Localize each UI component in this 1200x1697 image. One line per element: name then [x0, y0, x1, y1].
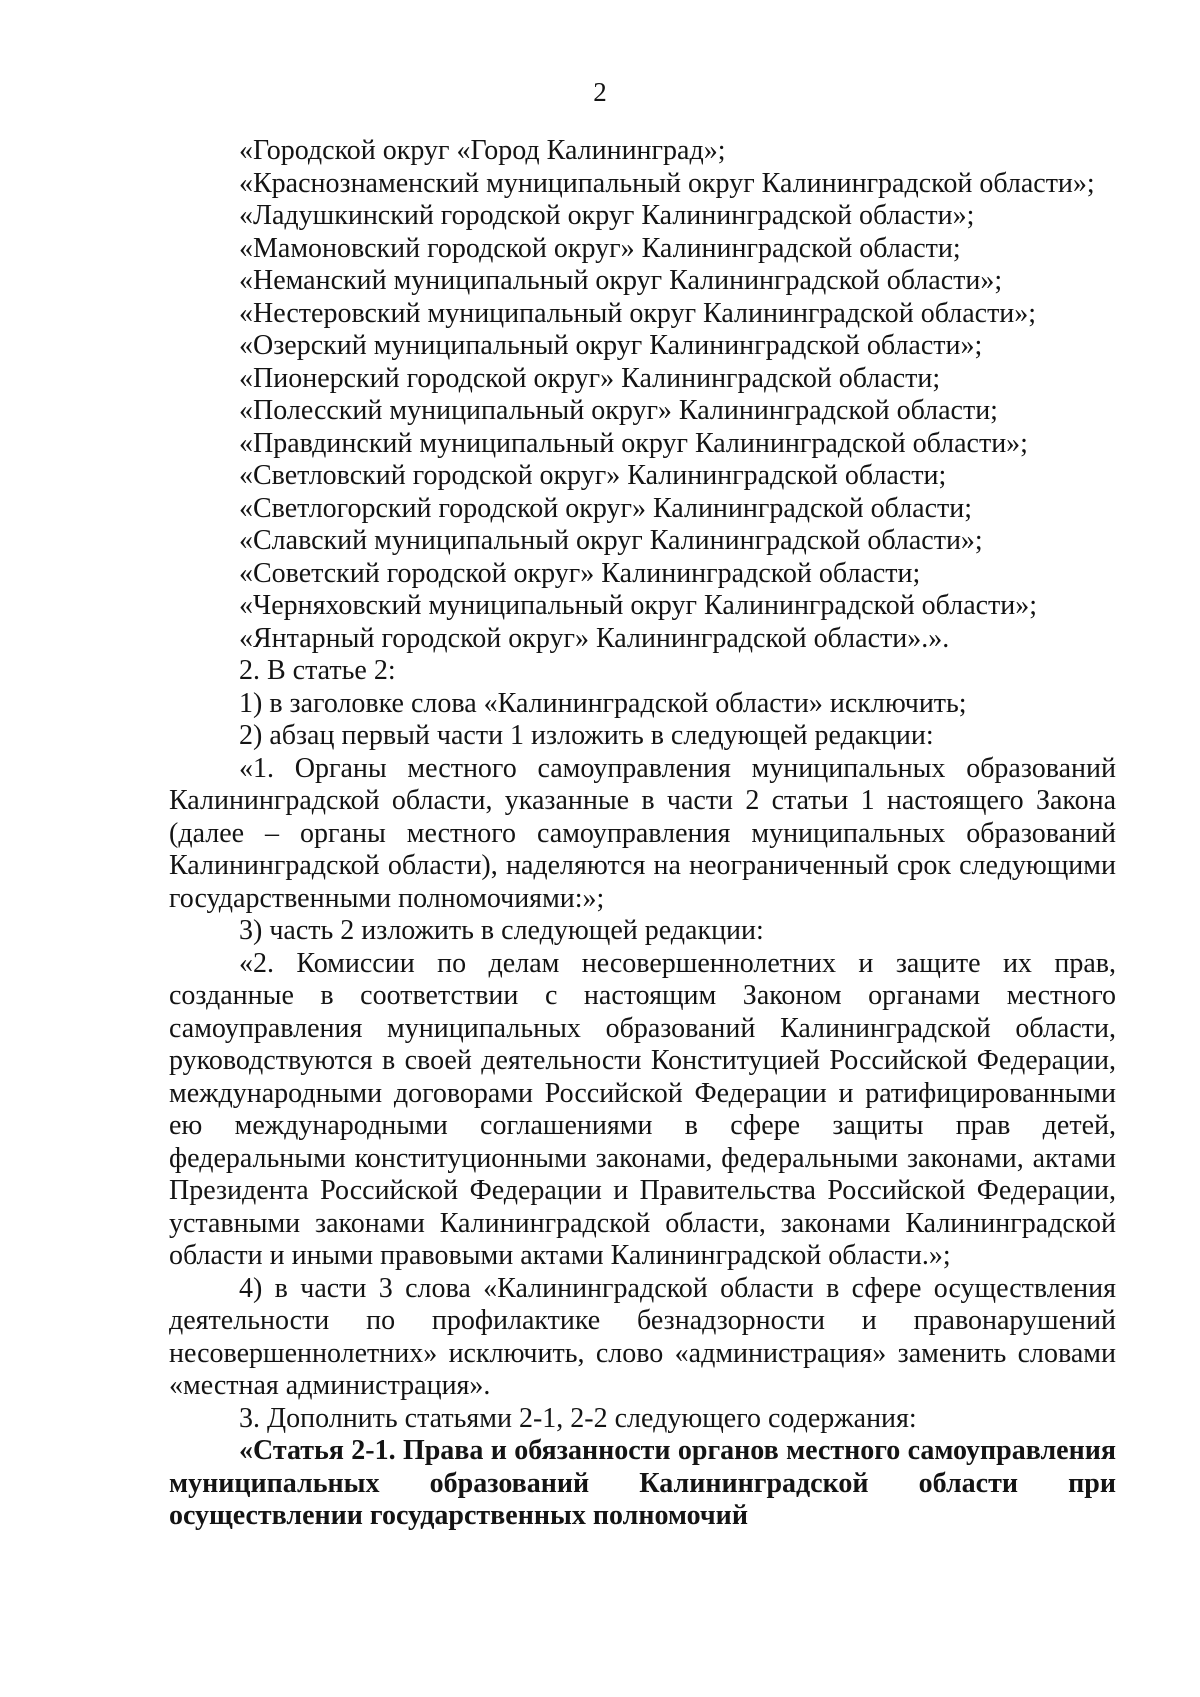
- list-item: «Мамоновский городской округ» Калининградской области;: [239, 232, 961, 264]
- article2-item-2: 2) абзац первый части 1 изложить в следующей редакции:: [239, 720, 934, 751]
- list-item: «Краснознаменский муниципальный округ Калининградской области»;: [239, 167, 1095, 199]
- list-item: «Славский муниципальный округ Калининградской области»;: [239, 525, 983, 556]
- list-item: «Ладушкинский городской округ Калининградской области»;: [239, 200, 975, 231]
- list-item: «Озерский муниципальный округ Калининградской области»;: [239, 330, 983, 361]
- list-item: «Правдинский муниципальный округ Калининградской области»;: [239, 427, 1028, 459]
- article2-item-4: 4) в части 3 слова «Калининградской области в сфере осуществления деятельности по профилактике безнадзорности и правонарушений несовершеннолетних» исключить, слово «администрация» заменить словами «местная администрация».: [169, 1272, 1116, 1401]
- document-body: [169, 135, 1116, 1533]
- article3-heading: 3. Дополнить статьями 2-1, 2-2 следующего содержания:: [239, 1402, 917, 1434]
- article-2-1-title: «Статья 2-1. Права и обязанности органов местного самоуправления муниципальных образований Калининградской области при осуществлении государственных полномочий: [169, 1435, 1116, 1531]
- list-item: «Светловский городской округ» Калининградской области;: [239, 460, 947, 491]
- list-item: «Неманский муниципальный округ Калининградской области»;: [239, 265, 1003, 296]
- list-item: «Светлогорский городской округ» Калининградской области;: [239, 492, 973, 524]
- list-item: «Черняховский муниципальный округ Калининградской области»;: [239, 590, 1038, 621]
- page-number: 2: [593, 77, 607, 107]
- article2-quote-1: «1. Органы местного самоуправления муниципальных образований Калининградской области, указанные в части 2 статьи 1 настоящего Закона (далее – органы местного самоуправления муниципальных образований Калининградской области), наделяются на неограниченный срок следующими государственными полномочиями:»;: [169, 752, 1116, 914]
- article2-quote-2: «2. Комиссии по делам несовершеннолетних и защите их прав, созданные в соответствии с настоящим Законом органами местного самоуправления муниципальных образований Калининградской области, руководствуются в своей деятельности Конституцией Российской Федерации, международными договорами Российской Федерации и ратифицированными ею международными соглашениями в сфере защиты прав детей, федеральными конституционными законами, федеральными законами, актами Президента Российской Федерации и Правительства Российской Федерации, уставными законами Калининградской области, законами Калининградской области и иными правовыми актами Калининградской области.»;: [169, 947, 1116, 1271]
- article2-item-3: 3) часть 2 изложить в следующей редакции:: [239, 915, 764, 946]
- article2-heading: 2. В статье 2:: [239, 655, 396, 686]
- list-item: «Янтарный городской округ» Калининградской области».».: [239, 622, 950, 654]
- list-item: «Советский городской округ» Калининградской области;: [239, 557, 921, 589]
- list-item: «Нестеровский муниципальный округ Калининградской области»;: [239, 297, 1037, 329]
- list-item: «Городской округ «Город Калининград»;: [239, 135, 726, 166]
- list-item: «Пионерский городской округ» Калининградской области;: [239, 362, 941, 394]
- article2-item-1: 1) в заголовке слова «Калининградской области» исключить;: [239, 687, 967, 719]
- list-item: «Полесский муниципальный округ» Калининградской области;: [239, 395, 998, 426]
